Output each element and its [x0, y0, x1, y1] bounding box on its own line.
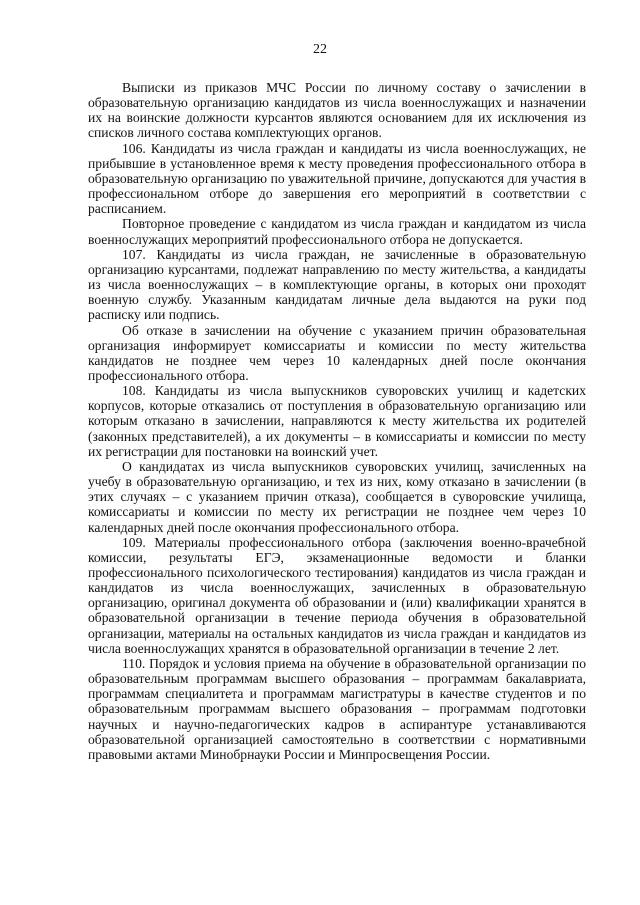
- paragraph-extract-orders: Выписки из приказов МЧС России по личному составу о зачислении в образовательную организацию кандидатов из числа военнослужащих и назначении их на воинские должности курсантов являются основанием для их исключения из списков личного состава комплектующих органов.: [88, 80, 586, 141]
- page-number: 22: [313, 42, 327, 57]
- paragraph-108: 108. Кандидаты из числа выпускников суворовских училищ и кадетских корпусов, которые отказались от поступления в образовательную организацию или которым отказано в зачислении, направляются к месту жительства их родителей (законных представителей), а их документы – в комиссариаты и комиссии по месту их регистрации для постановки на воинский учет.: [88, 383, 586, 459]
- paragraph-107: 107. Кандидаты из числа граждан, не зачисленные в образовательную организацию курсантами, подлежат направлению по месту жительства, а кандидаты из числа военнослужащих – в комплектующие органы, в которых они проходят военную службу. Указанным кандидатам личные дела выдаются на руки под расписку или подпись.: [88, 246, 586, 323]
- paragraph-suvorov-candidates: О кандидатах из числа выпускников суворовских училищ, зачисленных на учебу в образовательную организацию, и тех из них, кому отказано в зачислении (в этих случаях – с указанием причин отказа), сообщается в суворовские училища, комиссариаты и комиссии по месту их регистрации не позднее чем через 10 календарных дней после окончания профессионального отбора.: [88, 458, 586, 535]
- paragraph-106: 106. Кандидаты из числа граждан и кандидаты из числа военнослужащих, не прибывшие в установленное время к месту проведения профессионального отбора в образовательную организацию по уважительной причине, допускаются для участия в профессиональном отборе до завершения его мероприятий в соответствии с расписанием.: [88, 140, 586, 217]
- paragraph-repeat-selection: Повторное проведение с кандидатом из числа граждан и кандидатом из числа военнослужащих мероприятий профессионального отбора не допускается.: [88, 216, 586, 247]
- document-body: [88, 80, 586, 762]
- paragraph-110: 110. Порядок и условия приема на обучение в образовательной организации по образовательным программам высшего образования – программам бакалавриата, программам специалитета и программам магистратуры в качестве студентов и по образовательным программам высшего образования – программам подготовки научных и научно-педагогических кадров в аспирантуре устанавливаются образовательной организацией самостоятельно в соответствии с нормативными правовыми актами Минобрнауки России и Минпросвещения России.: [88, 655, 586, 762]
- paragraph-refusal-notice: Об отказе в зачислении на обучение с указанием причин образовательная организация информирует комиссариаты и комиссии по месту жительства кандидатов не позднее чем через 10 календарных дней после окончания профессионального отбора.: [88, 322, 586, 383]
- paragraph-109: 109. Материалы профессионального отбора (заключения военно-врачебной комиссии, результаты ЕГЭ, экзаменационные ведомости и бланки профессионального психологического тестирования) кандидатов из числа граждан и кандидатов из числа военнослужащих, зачисленных в образовательную организацию, оригинал документа об образовании и (или) квалификации хранятся в образовательной организации в течение периода обучения в образовательной организации, материалы на остальных кандидатов из числа граждан и кандидатов из числа военнослужащих хранятся в образовательной организации в течение 2 лет.: [88, 534, 586, 656]
